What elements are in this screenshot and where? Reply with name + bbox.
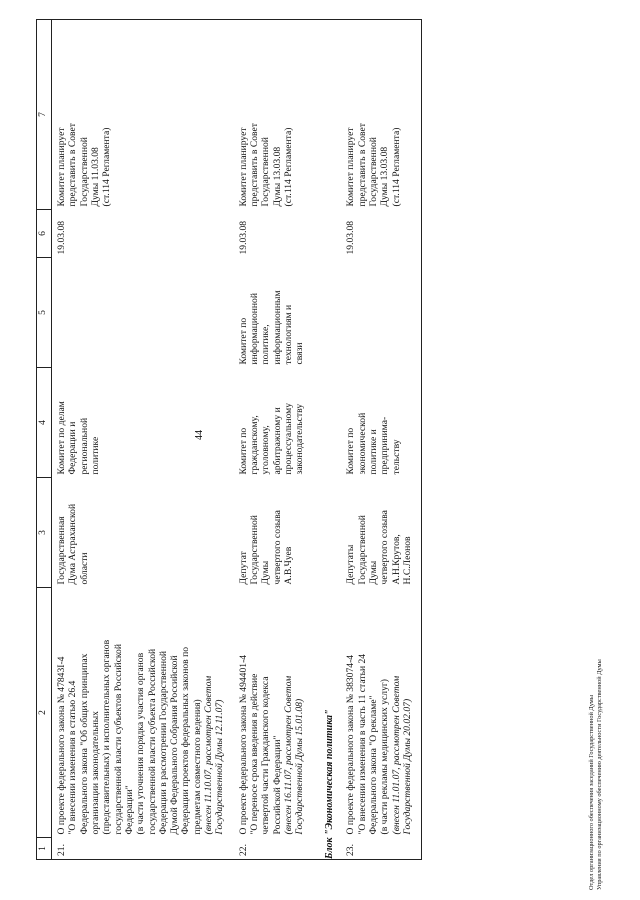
footer-line: Отдел организационного обеспечения заседаний Государственной Думы (588, 695, 595, 890)
bill-title-line: Российской Федерации" (271, 735, 283, 835)
initiator-line: четвертого созыва (271, 510, 283, 585)
status-line: представить в Совет (249, 123, 260, 207)
status-line: Комитет планирует (237, 127, 249, 207)
bill-note-line: Государственной Думы 20.02.07) (401, 698, 413, 835)
status-line: Комитет планирует (56, 127, 67, 207)
column-header: 6 (37, 210, 52, 258)
status-line: Государственной (260, 137, 272, 207)
status-line: (ст.114 Регламента) (101, 127, 113, 207)
initiator-line: Н.С.Леонов (401, 536, 413, 585)
bills-table (36, 19, 422, 860)
bill-note-line: (внесен 11.10.07, рассмотрен Советом (203, 675, 215, 835)
document-table-sheet (36, 20, 606, 860)
bill-title-line: О проекте федерального закона № 383074-4 (345, 654, 357, 835)
committee-line: процессуальному (282, 402, 294, 475)
initiator-cell (52, 478, 234, 588)
column-header: 4 (37, 368, 52, 478)
bill-title-line: четвертой части Гражданского кодекса (260, 676, 272, 835)
initiator-line: Государственной (356, 515, 368, 585)
co-committee-line: Комитет по (237, 317, 249, 365)
committee-line: уголовному, (260, 425, 272, 475)
footer-line: Управления по организационному обеспечению деятельности Государственной Думы (595, 659, 603, 890)
column-header: 7 (37, 20, 52, 210)
co-committee-line: технологиям и (282, 304, 294, 365)
status-line: представить в Совет (67, 123, 79, 207)
committee-line: политике и (367, 429, 379, 475)
initiator-line: Государственной (249, 515, 260, 585)
bill-title-line: "О внесении изменения в статью 26.4 (67, 680, 79, 835)
row-number: 22. (234, 838, 314, 860)
section-title-cell (314, 20, 342, 860)
bill-title-line: (в части рекламы медицинских услуг) (379, 678, 391, 835)
column-header: 5 (37, 258, 52, 368)
bill-title-line: (в части уточнения порядка участия органов (135, 652, 147, 835)
bill-note-line: (внесен 11.01.07, рассмотрен Советом (390, 675, 402, 835)
status-line: (ст.114 Регламента) (282, 127, 294, 207)
bill-note-line: Государственной Думы 12.11.07) (214, 699, 226, 835)
bill-title-line: (представительных) и исполнительных органов (101, 639, 113, 835)
status-line: Комитет планирует (345, 127, 357, 207)
bill-title-line: предметам совместного ведения) (191, 699, 203, 835)
committee-line: Комитет по делам (56, 401, 67, 475)
committee-line: арбитражному и (271, 407, 283, 475)
status-line: Государственной (78, 137, 90, 207)
section-row (314, 20, 342, 860)
status-line: Думы 13.03.08 (379, 146, 391, 207)
column-header: 2 (37, 588, 52, 838)
section-title: Блок "Экономическая политика" (323, 709, 335, 859)
initiator-line: четвертого созыва (379, 510, 391, 585)
row-number: 21. (52, 838, 234, 860)
bill-note-line: Государственной Думы 15.01.08) (294, 698, 306, 835)
column-header: 1 (37, 838, 52, 860)
column-header: 3 (37, 478, 52, 588)
bill-title-line: Федерального закона "О рекламе" (367, 695, 379, 835)
bill-title-line: Федерального закона "Об общих принципах (78, 653, 90, 835)
co-committee-cell (341, 258, 421, 368)
committee-line: предпринима- (379, 416, 391, 475)
co-committee-line: информационным (271, 290, 283, 365)
co-committee-line: политике, (260, 324, 272, 365)
initiator-line: Дума Астраханской (67, 503, 79, 585)
bill-title-line: Думой Федерального Собрания Российской (169, 655, 181, 835)
responsible-committee-cell (234, 368, 314, 478)
initiator-line: А.В.Чуев (282, 546, 294, 585)
initiator-line: Думы (367, 560, 379, 585)
bill-title-line: Федерации" (123, 785, 135, 835)
committee-line: Федерации и (67, 421, 79, 475)
bill-title-line: Федерации в рассмотрении Государственной (157, 651, 169, 835)
committee-line: политике (89, 436, 101, 475)
bill-title-line: организации законодательных (89, 711, 101, 835)
initiator-line: Депутат (237, 551, 249, 585)
initiator-cell (234, 478, 314, 588)
co-committee-cell (52, 258, 234, 368)
bill-title-cell (341, 588, 421, 838)
initiator-line: А.Н.Крутов, (390, 534, 402, 585)
co-committee-line: информационной (249, 293, 260, 365)
co-committee-cell (234, 258, 314, 368)
bill-title-line: "О переносе срока введения в действие (249, 673, 260, 835)
bill-title-cell (234, 588, 314, 838)
header-row (37, 20, 52, 860)
status-cell (341, 20, 421, 210)
bill-title-line: государственной власти субъекта Российской (146, 648, 158, 835)
initiator-line: Государственная (56, 516, 67, 585)
committee-line: региональной (78, 417, 90, 475)
committee-line: законодательству (294, 403, 306, 475)
bill-title-line: О проекте федерального закона № 47843I-4 (56, 656, 67, 835)
page-footer (588, 560, 604, 890)
initiator-cell (341, 478, 421, 588)
committee-line: тельству (390, 439, 402, 475)
status-line: Думы 11.03.08 (89, 147, 101, 207)
status-line: Государственной (367, 137, 379, 207)
bill-title-line: "О внесении изменения в часть 11 статьи 24 (356, 653, 368, 835)
bill-title-line: государственной власти субъектов Российской (112, 644, 124, 835)
co-committee-line: связи (294, 342, 306, 365)
table-row (341, 20, 421, 860)
date-cell: 19.03.08 (237, 220, 249, 255)
table-row (234, 20, 314, 860)
initiator-line: области (78, 552, 90, 585)
status-line: Думы 13.03.08 (271, 146, 283, 207)
row-number: 23. (341, 838, 421, 860)
responsible-committee-cell (341, 368, 421, 478)
status-line: (ст.114 Регламента) (390, 127, 402, 207)
date-cell: 19.03.08 (341, 210, 421, 258)
committee-line: Комитет по (237, 427, 249, 475)
initiator-line: Депутаты (345, 544, 357, 585)
date-cell: 19.03.08 (56, 220, 67, 255)
bill-title-line: О проекте федерального закона № 494401-4 (237, 654, 249, 835)
status-line: представить в Совет (356, 123, 368, 207)
committee-line: экономической (356, 412, 368, 475)
status-cell (52, 20, 234, 210)
committee-line: гражданскому, (249, 415, 260, 475)
bill-title-line: Федерации проектов федеральных законов по (180, 646, 192, 835)
initiator-line: Думы (260, 560, 272, 585)
responsible-committee-cell (52, 368, 234, 478)
committee-line: Комитет по (345, 427, 357, 475)
bill-title-cell (52, 588, 234, 838)
page-number: 44 (194, 430, 205, 440)
table-row (52, 20, 234, 860)
status-cell (234, 20, 314, 210)
bill-note-line: (внесен 16.11.07, рассмотрен Советом (282, 675, 294, 835)
